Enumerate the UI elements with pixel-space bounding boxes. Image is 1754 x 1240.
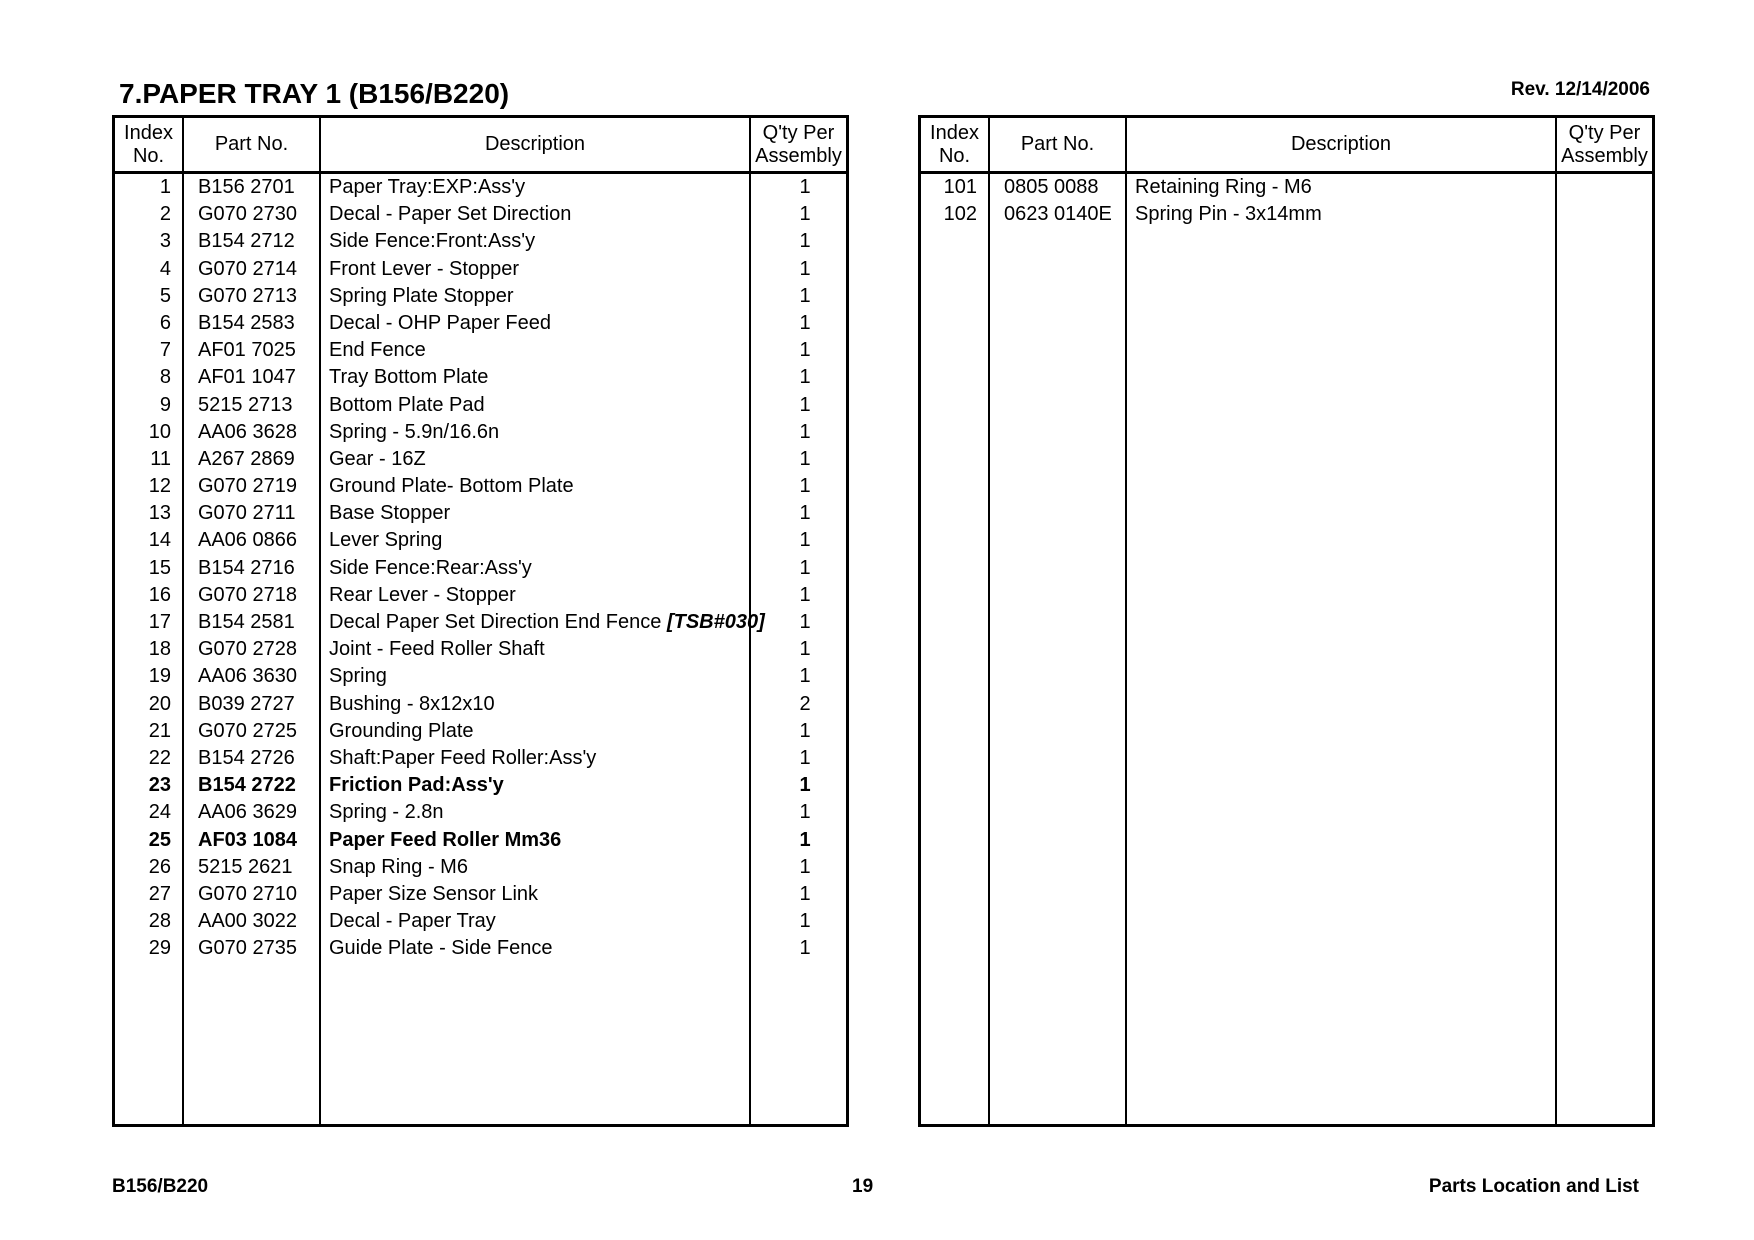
index-cell: 10 <box>148 420 171 443</box>
table-row <box>115 609 846 636</box>
index-cell: 27 <box>148 882 171 905</box>
description-cell <box>329 500 450 527</box>
qty-cell: 2 <box>799 692 811 715</box>
part-number-cell: B154 2716 <box>198 556 295 579</box>
description-text: Snap Ring - M6 <box>329 855 468 878</box>
description-text: Spring Pin - 3x14mm <box>1135 203 1322 226</box>
part-number-cell: AA06 3628 <box>198 420 297 443</box>
part-number-cell: 0623 0140E <box>1004 203 1112 226</box>
qty-cell: 1 <box>799 774 811 797</box>
index-cell: 21 <box>148 719 171 742</box>
part-number-cell: 5215 2621 <box>198 855 293 878</box>
index-cell: 102 <box>943 203 977 226</box>
description-cell <box>329 337 426 364</box>
column-divider <box>988 118 990 1124</box>
description-text: Lever Spring <box>329 529 443 552</box>
header-description: Description <box>1290 133 1392 155</box>
description-text: Bushing - 8x12x10 <box>329 692 495 715</box>
table-row <box>115 310 846 337</box>
description-cell <box>1135 201 1322 228</box>
table-row <box>115 174 846 201</box>
description-text: Joint - Feed Roller Shaft <box>329 638 545 661</box>
column-divider <box>1555 118 1557 1124</box>
table-row <box>115 772 846 799</box>
index-cell: 9 <box>159 393 171 416</box>
page-title: 7.PAPER TRAY 1 (B156/B220) <box>119 78 510 109</box>
description-text: Decal - Paper Set Direction <box>329 203 572 226</box>
qty-cell: 1 <box>799 257 811 280</box>
description-cell <box>329 609 765 636</box>
index-cell: 23 <box>148 774 171 797</box>
part-number-cell: G070 2725 <box>198 719 297 742</box>
part-number-cell: AF01 7025 <box>198 339 296 362</box>
qty-cell: 1 <box>799 475 811 498</box>
description-cell <box>329 908 496 935</box>
index-cell: 26 <box>148 855 171 878</box>
table-row <box>115 256 846 283</box>
qty-cell: 1 <box>799 366 811 389</box>
table-row <box>115 555 846 582</box>
part-number-cell: B154 2722 <box>198 774 296 797</box>
description-cell <box>329 201 571 228</box>
header-index: Index No. <box>930 121 979 167</box>
table-row <box>115 881 846 908</box>
rows-right <box>921 174 1652 228</box>
index-cell: 3 <box>159 230 171 253</box>
description-cell <box>1135 174 1312 201</box>
table-row <box>921 201 1652 228</box>
part-number-cell: 5215 2713 <box>198 393 293 416</box>
header-part-no: Part No. <box>1020 133 1095 155</box>
index-cell: 19 <box>148 665 171 688</box>
qty-cell: 1 <box>799 420 811 443</box>
part-number-cell: AF01 1047 <box>198 366 296 389</box>
header-part-no: Part No. <box>214 133 289 155</box>
qty-cell: 1 <box>799 176 811 198</box>
part-number-cell: B154 2581 <box>198 611 295 633</box>
table-row <box>115 446 846 473</box>
qty-cell: 1 <box>799 230 811 253</box>
description-cell <box>329 310 551 337</box>
part-number-cell: AA06 3630 <box>198 665 297 688</box>
table-row <box>115 691 846 718</box>
description-text: Paper Tray:EXP:Ass'y <box>329 176 526 198</box>
description-text: Base Stopper <box>329 502 451 525</box>
index-cell: 15 <box>148 556 171 579</box>
description-cell <box>329 636 545 663</box>
part-number-cell: 0805 0088 <box>1004 176 1099 198</box>
qty-cell: 1 <box>799 937 811 960</box>
description-text: Front Lever - Stopper <box>329 257 520 280</box>
table-row <box>115 527 846 554</box>
description-text: Decal Paper Set Direction End Fence <box>329 611 667 633</box>
description-cell <box>329 283 514 310</box>
qty-cell: 1 <box>799 447 811 470</box>
description-cell <box>329 256 519 283</box>
qty-cell: 1 <box>799 719 811 742</box>
index-cell: 18 <box>148 638 171 661</box>
qty-cell: 1 <box>799 529 811 552</box>
part-number-cell: B154 2726 <box>198 746 295 769</box>
part-number-cell: G070 2730 <box>198 203 297 226</box>
description-text: Side Fence:Rear:Ass'y <box>329 556 532 579</box>
description-text: Side Fence:Front:Ass'y <box>329 230 536 253</box>
qty-cell: 1 <box>799 502 811 525</box>
index-cell: 22 <box>148 746 171 769</box>
index-cell: 8 <box>159 366 171 389</box>
table-row <box>115 799 846 826</box>
table-row <box>115 582 846 609</box>
description-cell <box>329 473 574 500</box>
description-text: Guide Plate - Side Fence <box>329 937 553 960</box>
part-number-cell: AF03 1084 <box>198 828 297 851</box>
description-cell <box>329 772 504 799</box>
qty-cell: 1 <box>799 801 811 824</box>
part-number-cell: B039 2727 <box>198 692 295 715</box>
index-cell: 5 <box>159 284 171 307</box>
description-text: Bottom Plate Pad <box>329 393 485 416</box>
part-number-cell: G070 2713 <box>198 284 297 307</box>
description-cell <box>329 392 485 419</box>
index-cell: 24 <box>148 801 171 824</box>
part-number-cell: B154 2712 <box>198 230 295 253</box>
description-text: Retaining Ring - M6 <box>1135 176 1312 198</box>
qty-cell: 1 <box>799 638 811 661</box>
header-qty: Q'ty Per Assembly <box>1561 121 1648 167</box>
description-text: Spring <box>329 665 387 688</box>
header-qty: Q'ty Per Assembly <box>755 121 842 167</box>
index-cell: 25 <box>148 828 171 851</box>
qty-cell: 1 <box>799 855 811 878</box>
description-cell <box>329 663 387 690</box>
table-row <box>115 500 846 527</box>
description-text: Decal - OHP Paper Feed <box>329 311 551 334</box>
qty-cell: 1 <box>799 284 811 307</box>
table-row <box>115 663 846 690</box>
table-row <box>115 337 846 364</box>
table-row <box>115 636 846 663</box>
qty-cell: 1 <box>799 910 811 933</box>
index-cell: 6 <box>159 311 171 334</box>
header-index: Index No. <box>124 121 173 167</box>
qty-cell: 1 <box>799 828 811 851</box>
description-text: Ground Plate- Bottom Plate <box>329 475 574 498</box>
table-row <box>115 392 846 419</box>
index-cell: 29 <box>148 937 171 960</box>
description-text: Rear Lever - Stopper <box>329 583 516 606</box>
description-cell <box>329 745 596 772</box>
part-number-cell: G070 2714 <box>198 257 297 280</box>
description-text: Tray Bottom Plate <box>329 366 489 389</box>
table-row <box>115 201 846 228</box>
header-description: Description <box>484 133 586 155</box>
qty-cell: 1 <box>799 556 811 579</box>
index-cell: 7 <box>159 339 171 362</box>
table-row <box>921 174 1652 201</box>
column-divider <box>1125 118 1127 1124</box>
description-cell <box>329 527 442 554</box>
description-text: Friction Pad:Ass'y <box>329 774 504 797</box>
qty-cell: 1 <box>799 583 811 606</box>
part-number-cell: G070 2735 <box>198 937 297 960</box>
description-cell <box>329 935 552 962</box>
table-row <box>115 473 846 500</box>
index-cell: 1 <box>159 176 171 198</box>
table-row <box>115 827 846 854</box>
description-cell <box>329 827 561 854</box>
description-text: Decal - Paper Tray <box>329 910 496 933</box>
index-cell: 16 <box>148 583 171 606</box>
part-number-cell: A267 2869 <box>198 447 295 470</box>
description-cell <box>329 881 538 908</box>
table-row <box>115 854 846 881</box>
description-text: Spring - 2.8n <box>329 801 444 824</box>
qty-cell: 1 <box>799 665 811 688</box>
parts-table-left <box>112 115 849 1127</box>
description-text: Shaft:Paper Feed Roller:Ass'y <box>329 746 597 769</box>
tsb-note: [TSB#030] <box>666 611 765 633</box>
qty-cell: 1 <box>799 393 811 416</box>
description-cell <box>329 691 495 718</box>
qty-cell: 1 <box>799 746 811 769</box>
part-number-cell: B154 2583 <box>198 311 295 334</box>
part-number-cell: AA00 3022 <box>198 910 297 933</box>
description-cell <box>329 854 468 881</box>
index-cell: 11 <box>150 447 171 470</box>
footer-page-number: 19 <box>852 1176 874 1197</box>
qty-cell: 1 <box>799 339 811 362</box>
index-cell: 28 <box>148 910 171 933</box>
description-cell <box>329 799 444 826</box>
description-text: Gear - 16Z <box>329 447 426 470</box>
table-row <box>115 283 846 310</box>
table-row <box>115 419 846 446</box>
part-number-cell: G070 2710 <box>198 882 297 905</box>
index-cell: 14 <box>148 529 171 552</box>
description-cell <box>329 364 488 391</box>
index-cell: 2 <box>159 203 171 226</box>
qty-cell: 1 <box>799 882 811 905</box>
footer-model: B156/B220 <box>112 1176 209 1197</box>
footer-section: Parts Location and List <box>1428 1176 1639 1197</box>
index-cell: 20 <box>148 692 171 715</box>
part-number-cell: AA06 3629 <box>198 801 297 824</box>
revision-date: Rev. 12/14/2006 <box>1510 79 1650 100</box>
description-text: Spring Plate Stopper <box>329 284 514 307</box>
part-number-cell: G070 2718 <box>198 583 297 606</box>
part-number-cell: G070 2711 <box>198 502 296 525</box>
table-row <box>115 908 846 935</box>
description-cell <box>329 446 426 473</box>
index-cell: 4 <box>159 257 171 280</box>
part-number-cell: G070 2728 <box>198 638 297 661</box>
description-text: Grounding Plate <box>329 719 474 742</box>
description-text: Spring - 5.9n/16.6n <box>329 420 500 443</box>
description-cell <box>329 582 516 609</box>
table-row <box>115 364 846 391</box>
description-text: Paper Feed Roller Mm36 <box>329 828 562 851</box>
part-number-cell: B156 2701 <box>198 176 295 198</box>
table-row <box>115 718 846 745</box>
table-row <box>115 228 846 255</box>
index-cell: 17 <box>148 611 171 633</box>
description-cell <box>329 419 499 446</box>
parts-table-right <box>918 115 1655 1127</box>
description-cell <box>329 555 532 582</box>
description-text: End Fence <box>329 339 426 362</box>
index-cell: 13 <box>148 502 171 525</box>
description-cell <box>329 174 525 201</box>
index-cell: 12 <box>148 475 171 498</box>
part-number-cell: G070 2719 <box>198 475 297 498</box>
part-number-cell: AA06 0866 <box>198 529 297 552</box>
qty-cell: 1 <box>799 311 811 334</box>
index-cell: 101 <box>943 176 977 198</box>
description-cell <box>329 718 474 745</box>
table-row <box>115 935 846 962</box>
description-cell <box>329 228 535 255</box>
qty-cell: 1 <box>799 611 811 633</box>
qty-cell: 1 <box>799 203 811 226</box>
rows-left <box>115 174 846 962</box>
description-text: Paper Size Sensor Link <box>329 882 539 905</box>
table-row <box>115 745 846 772</box>
